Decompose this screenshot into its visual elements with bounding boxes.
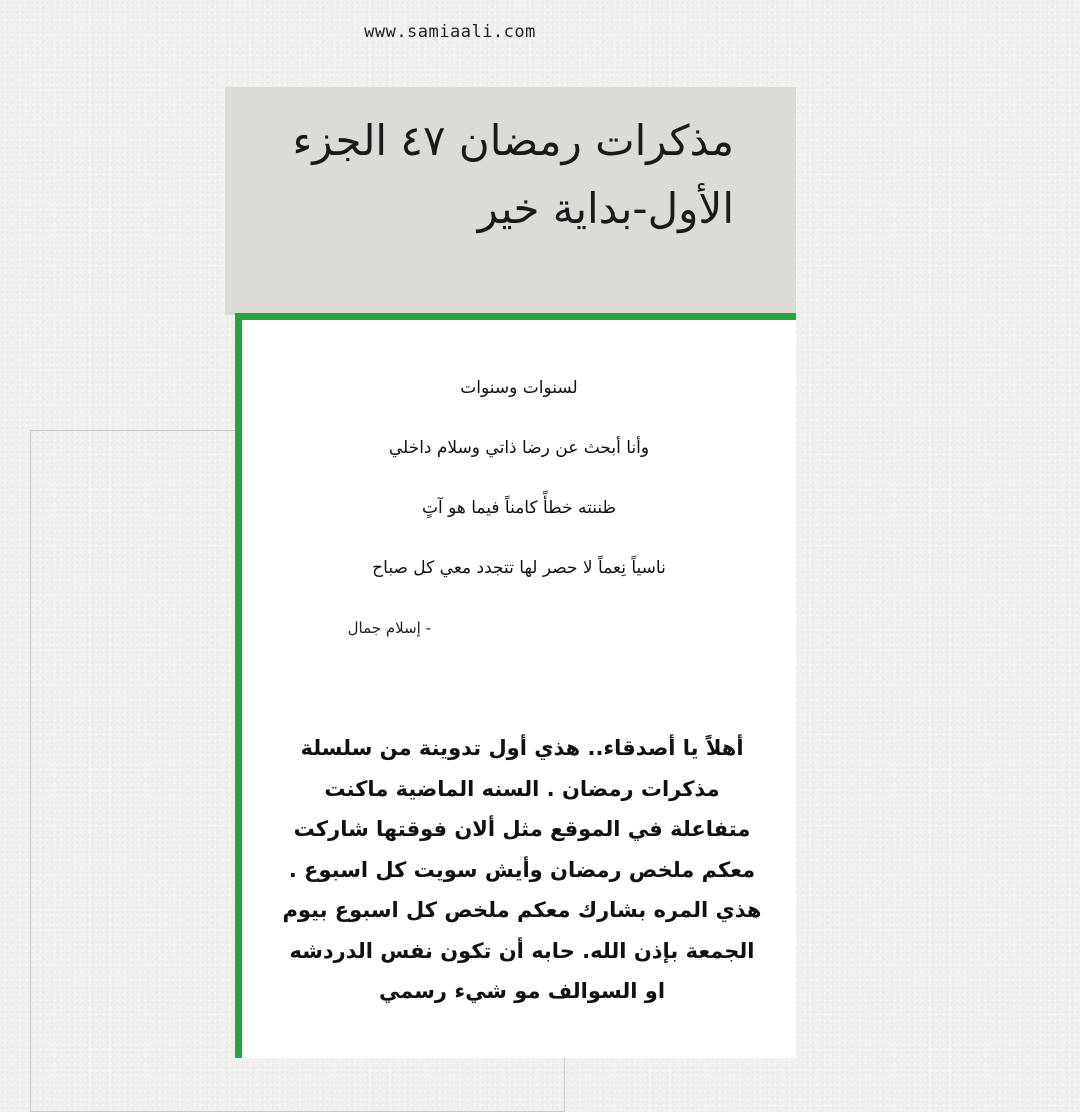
post-title: مذكرات رمضان ٤٧ الجزء الأول-بداية خير xyxy=(292,116,734,233)
content-card xyxy=(235,313,796,1058)
poem-author: - إسلام جمال xyxy=(347,619,431,637)
poem-line-2: وأنا أبحث عن رضا ذاتي وسلام داخلي xyxy=(388,438,650,458)
title-panel xyxy=(225,87,796,315)
site-url[interactable]: www.samiaali.com xyxy=(364,22,536,42)
poem-line-4: ناسياً نِعماً لا حصر لها تتجدد معي كل صباح xyxy=(372,558,666,578)
poem-line-3: ظننته خطأً كامناً فيما هو آتٍ xyxy=(421,498,617,518)
poem-line-1: لسنوات وسنوات xyxy=(460,378,578,398)
intro-paragraph: أهلاً يا أصدقاء.. هذي أول تدوينة من سلسلة مذكرات رمضان . السنه الماضية ماكنت متفاعلة في الموقع مثل ألان فوقتها شاركت معكم ملخص رمضان وأيش سويت كل اسبوع . هذي المره بشارك معكم ملخص كل اسبوع بيوم الجمعة بإذن الله. حابه أن تكون نفس الدردشه او السوالف مو شيء رسمي xyxy=(282,736,762,1003)
